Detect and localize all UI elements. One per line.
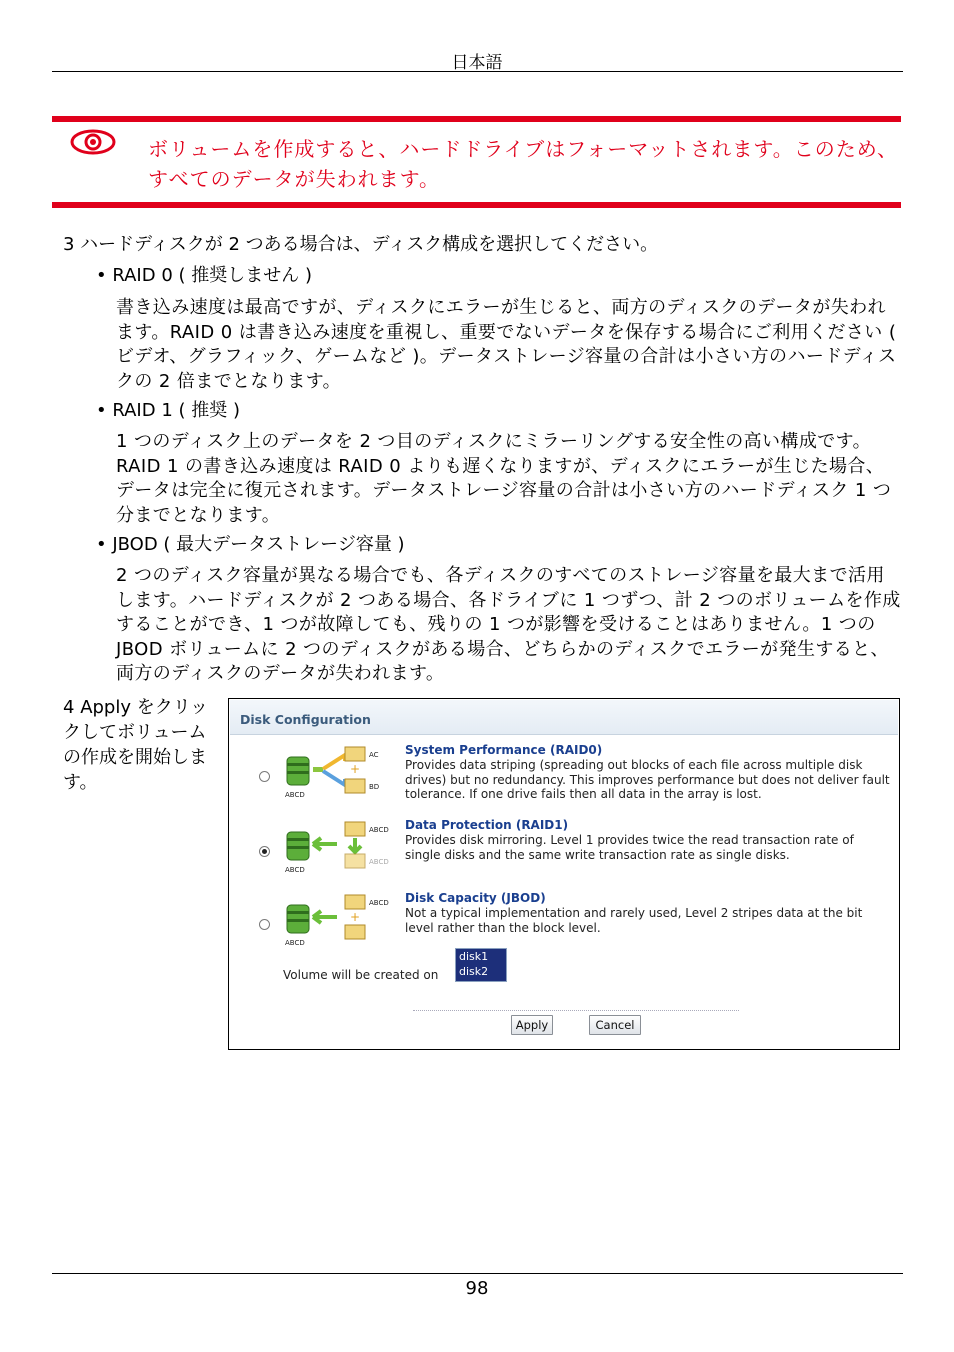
page-number: 98: [465, 1278, 489, 1299]
jbod-label-abcd: ABCD: [285, 939, 305, 947]
header-rule: [52, 71, 903, 72]
raid0-label-bd: BD: [369, 783, 380, 791]
option-jbod: [229, 891, 899, 961]
eye-icon: [70, 128, 116, 156]
step-3-text: 3 ハードディスクが 2 つある場合は、ディスク構成を選択してください。: [63, 234, 659, 255]
paragraph-raid1: 1 つのディスク上のデータを 2 つ目のディスクにミラーリングする安全性の高い構成です。RAID 1 の書き込み速度は RAID 0 よりも遅くなりますが、ディスクにエラーが生じた場合、データは完全に復元されます。データストレージ容量の合計は小さい方のハードディスク 1 つ分までとなります。: [116, 431, 892, 526]
panel-title: Disk Configuration: [240, 712, 371, 727]
panel-divider: [230, 734, 898, 735]
raid1-description: Provides disk mirroring. Level 1 provides twice the read transaction rate of single disks and the same write transaction rate as single disks.: [405, 833, 854, 862]
cancel-button[interactable]: Cancel: [589, 1015, 641, 1035]
raid0-diagram-icon: [283, 743, 403, 813]
disk-option-1[interactable]: disk1: [459, 950, 489, 963]
option-raid0: [229, 743, 899, 813]
jbod-description: Not a typical implementation and rarely used, Level 2 stripes data at the bit level rather than the block level.: [405, 906, 863, 935]
radio-raid0[interactable]: [259, 771, 270, 782]
volume-label: Volume will be created on: [283, 968, 439, 982]
warning-text: ボリュームを作成すると、ハードドライブはフォーマットされます。このため、すべてのデータが失われます。: [148, 137, 898, 191]
header-language: 日本語: [451, 53, 503, 73]
raid1-diagram-icon: [283, 818, 403, 888]
raid1-label-bottom: ABCD: [369, 858, 389, 866]
step-4-number: 4: [63, 697, 75, 718]
raid0-title: System Performance (RAID0): [405, 743, 603, 757]
apply-button[interactable]: Apply: [511, 1015, 553, 1035]
disk-option-2[interactable]: disk2: [459, 965, 489, 978]
raid1-title: Data Protection (RAID1): [405, 818, 569, 832]
step-4-text: Apply をクリックしてボリュームの作成を開始します。: [63, 697, 209, 793]
bullet-raid1: • RAID 1 ( 推奨 ): [96, 400, 240, 421]
raid1-label-abcd: ABCD: [285, 866, 305, 874]
footer-rule: [52, 1273, 903, 1274]
jbod-title: Disk Capacity (JBOD): [405, 891, 546, 905]
svg-text:+: +: [349, 910, 361, 924]
paragraph-jbod: 2 つのディスク容量が異なる場合でも、各ディスクのすべてのストレージ容量を最大まで活用します。ハードディスクが 2 つある場合、各ドライブに 1 つずつ、計 2 つのボリュームを作成することができ、1 つが故障しても、残りの 1 つが影響を受けることはありません。1 つの JBOD ボリュームに 2 つのディスクがある場合、どちらかのディスクでエラーが発生すると、両方のディスクのデータが失われます。: [116, 565, 901, 684]
paragraph-raid0: 書き込み速度は最高ですが、ディスクにエラーが生じると、両方のディスクのデータが失われます。RAID 0 は書き込み速度を重視し、重要でないデータを保存する場合にご利用ください ( ビデオ、グラフィック、ゲームなど )。データストレージ容量の合計は小さい方のハードディスクの 2 倍までとなります。: [116, 297, 897, 392]
jbod-diagram-icon: [283, 891, 403, 961]
dotted-separator: [413, 1010, 739, 1011]
warning-bar-bottom: [52, 202, 901, 208]
panel-header: [230, 700, 898, 734]
bullet-raid0: • RAID 0 ( 推奨しません ): [96, 265, 312, 286]
raid0-label-ac: AC: [369, 751, 379, 759]
warning-bar-top: [52, 116, 901, 122]
raid0-label-abcd: ABCD: [285, 791, 305, 799]
step-4: [63, 695, 213, 795]
radio-jbod[interactable]: [259, 919, 270, 930]
raid1-label-top: ABCD: [369, 826, 389, 834]
svg-text:+: +: [349, 762, 361, 776]
disk-listbox[interactable]: [455, 948, 507, 982]
radio-raid1[interactable]: [259, 846, 270, 857]
warning-box: [52, 116, 901, 208]
raid0-description: Provides data striping (spreading out blocks of each file across multiple disk drives) but no redundancy. This improves performance but does not deliver fault tolerance. If one drive fails then all data in the array is lost.: [405, 758, 890, 801]
option-raid1: [229, 818, 899, 888]
jbod-label-top: ABCD: [369, 899, 389, 907]
bullet-jbod: • JBOD ( 最大データストレージ容量 ): [96, 534, 405, 555]
disk-configuration-panel: [228, 698, 900, 1050]
